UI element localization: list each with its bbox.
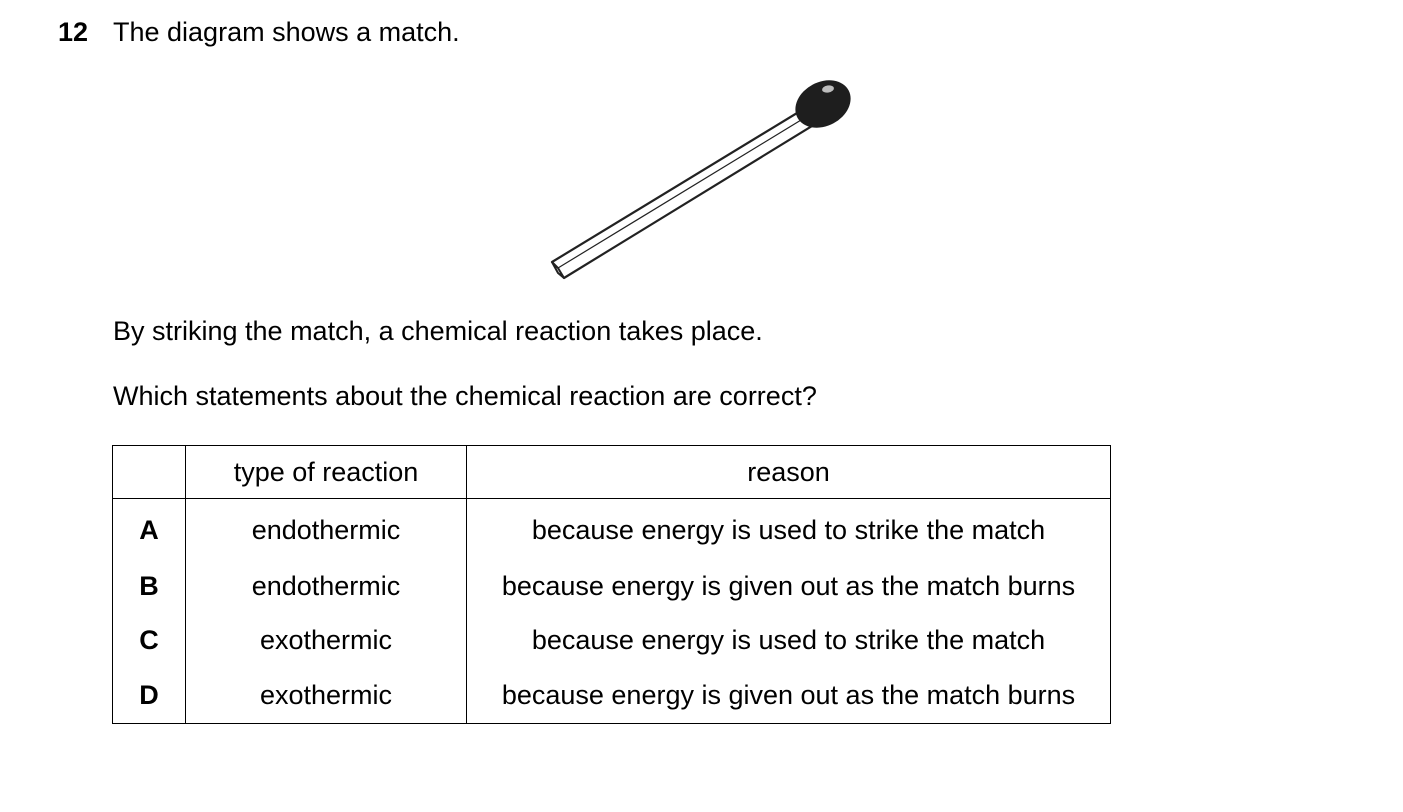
option-row-d <box>113 668 1111 723</box>
option-type: exothermic <box>186 668 467 723</box>
option-letter: A <box>113 499 186 560</box>
answer-options-table <box>112 445 1111 724</box>
match-stick <box>552 110 812 278</box>
option-reason: because energy is used to strike the match <box>467 614 1111 669</box>
header-reason: reason <box>467 446 1111 499</box>
question-intro: The diagram shows a match. <box>113 17 460 47</box>
option-row-b <box>113 559 1111 614</box>
option-reason: because energy is used to strike the match <box>467 499 1111 560</box>
table-header-row <box>113 446 1111 499</box>
prompt-text: Which statements about the chemical reaction are correct? <box>113 381 817 411</box>
option-row-a <box>113 499 1111 560</box>
option-reason: because energy is given out as the match burns <box>467 559 1111 614</box>
option-letter: D <box>113 668 186 723</box>
option-row-c <box>113 614 1111 669</box>
option-letter: C <box>113 614 186 669</box>
option-type: endothermic <box>186 559 467 614</box>
header-type-of-reaction: type of reaction <box>186 446 467 499</box>
header-letter <box>113 446 186 499</box>
option-letter: B <box>113 559 186 614</box>
option-reason: because energy is given out as the match burns <box>467 668 1111 723</box>
option-type: endothermic <box>186 499 467 560</box>
option-type: exothermic <box>186 614 467 669</box>
question-number: 12 <box>58 17 89 47</box>
statement-text: By striking the match, a chemical reaction takes place. <box>113 316 763 346</box>
match-diagram <box>540 70 870 295</box>
match-stick-edge <box>558 117 806 268</box>
